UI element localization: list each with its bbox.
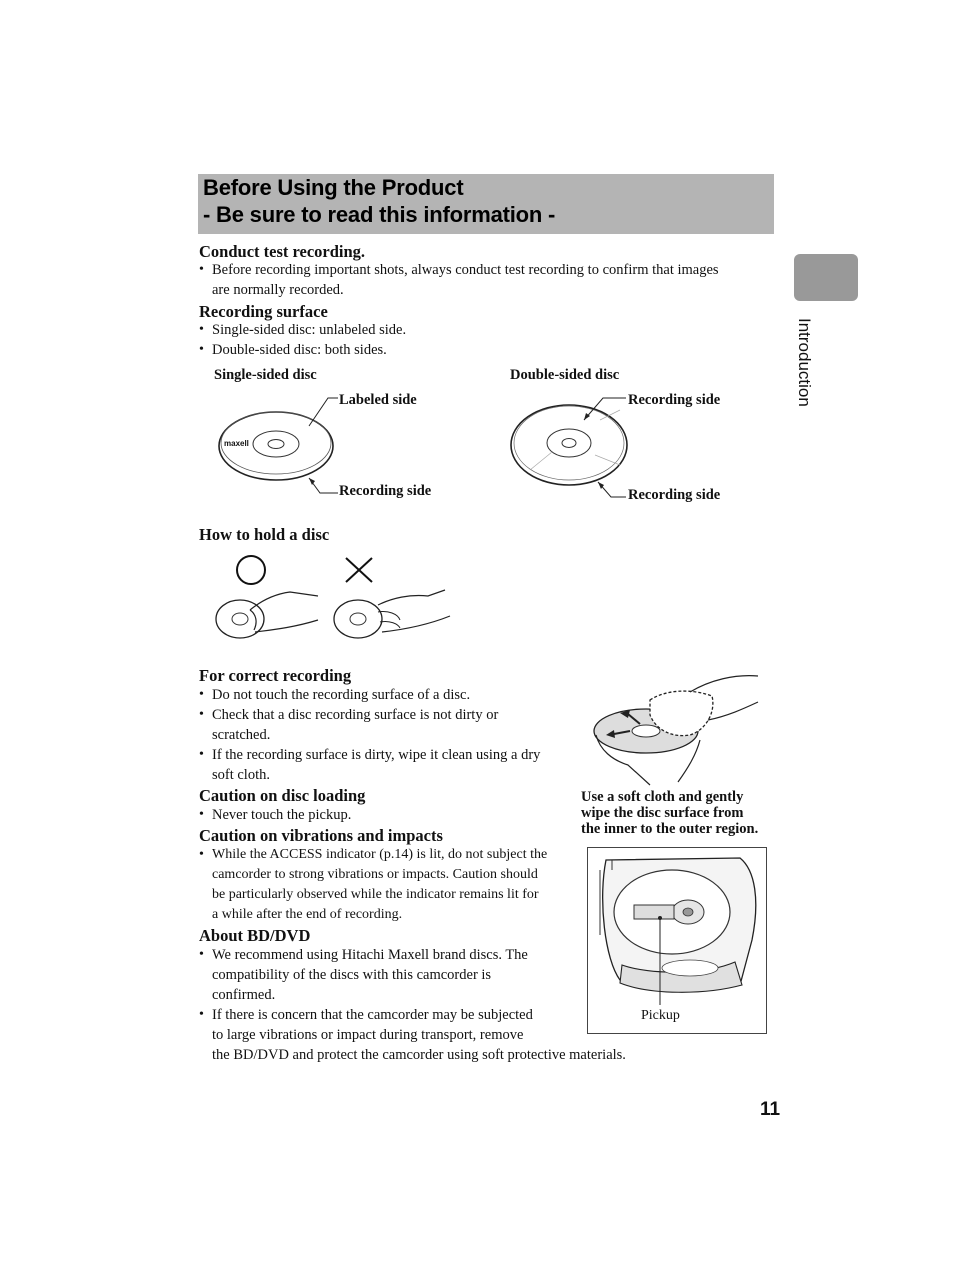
text-bd-dvd-1b: compatibility of the discs with this camcorder is: [212, 967, 492, 983]
bullet-mark: •: [199, 747, 204, 762]
text-bd-dvd-2a: If there is concern that the camcorder may be subjected: [212, 1007, 533, 1023]
camcorder-disc-tray-icon: [600, 858, 756, 1005]
page-title: Before Using the Product: [203, 175, 464, 200]
heading-disc-loading: Caution on disc loading: [199, 786, 366, 805]
label-pickup: Pickup: [641, 1008, 680, 1023]
label-single-sided-disc: Single-sided disc: [214, 367, 317, 383]
wipe-caption-3: the inner to the outer region.: [581, 821, 759, 837]
text-no-touch: Do not touch the recording surface of a disc.: [212, 687, 471, 703]
label-single-recording-side: Recording side: [339, 483, 432, 499]
text-test-recording-2: are normally recorded.: [212, 282, 344, 298]
bullet-mark: •: [199, 1007, 204, 1022]
text-check-dirty-1: Check that a disc recording surface is not dirty or: [212, 707, 499, 723]
chapter-tab-label: Introduction: [795, 318, 814, 407]
heading-test-recording: Conduct test recording.: [199, 242, 366, 261]
heading-correct-recording: For correct recording: [199, 666, 352, 685]
heading-recording-surface: Recording surface: [199, 302, 328, 321]
bullet-mark: •: [199, 847, 204, 862]
heading-vibrations: Caution on vibrations and impacts: [199, 826, 443, 845]
text-vibration-1: While the ACCESS indicator (p.14) is lit, do not subject the: [212, 847, 548, 862]
wipe-caption-1: Use a soft cloth and gently: [581, 789, 744, 805]
bullet-mark: •: [199, 262, 204, 277]
text-test-recording-1: Before recording important shots, always conduct test recording to confirm that images: [212, 262, 719, 278]
wipe-caption-2: wipe the disc surface from: [581, 805, 744, 821]
heading-hold-disc: How to hold a disc: [199, 525, 330, 544]
text-vibration-2: camcorder to strong vibrations or impacts. Caution should: [212, 867, 538, 882]
bullet-mark: •: [199, 707, 204, 722]
text-wipe-2: soft cloth.: [212, 767, 270, 783]
text-check-dirty-2: scratched.: [212, 727, 271, 743]
bullet-mark: •: [199, 687, 204, 702]
text-bd-dvd-1a: We recommend using Hitachi Maxell brand discs. The: [212, 947, 528, 963]
label-double-sided-disc: Double-sided disc: [510, 367, 620, 383]
maxell-logo: maxell: [224, 439, 249, 448]
text-wipe-1: If the recording surface is dirty, wipe it clean using a dry: [212, 747, 541, 763]
bullet-mark: •: [199, 807, 204, 822]
text-vibration-3: be particularly observed while the indicator remains lit for: [212, 887, 539, 902]
text-no-touch-pickup: Never touch the pickup.: [212, 807, 352, 823]
label-labeled-side: Labeled side: [339, 392, 417, 408]
bullet-mark: •: [199, 342, 204, 357]
text-bd-dvd-2b: to large vibrations or impact during transport, remove: [212, 1027, 524, 1043]
text-bd-dvd-2c: the BD/DVD and protect the camcorder using soft protective materials.: [212, 1047, 626, 1063]
label-double-recording-top: Recording side: [628, 392, 721, 408]
bullet-mark: •: [199, 947, 204, 962]
bullet-mark: •: [199, 322, 204, 337]
heading-bd-dvd: About BD/DVD: [199, 926, 311, 945]
text-bd-dvd-1c: confirmed.: [212, 987, 276, 1003]
page-subtitle: - Be sure to read this information -: [203, 202, 556, 227]
text-double-sided: Double-sided disc: both sides.: [212, 342, 387, 358]
text-vibration-4: a while after the end of recording.: [212, 907, 403, 922]
page-number: 11: [760, 1099, 781, 1120]
text-single-sided: Single-sided disc: unlabeled side.: [212, 322, 407, 338]
label-double-recording-bottom: Recording side: [628, 487, 721, 503]
